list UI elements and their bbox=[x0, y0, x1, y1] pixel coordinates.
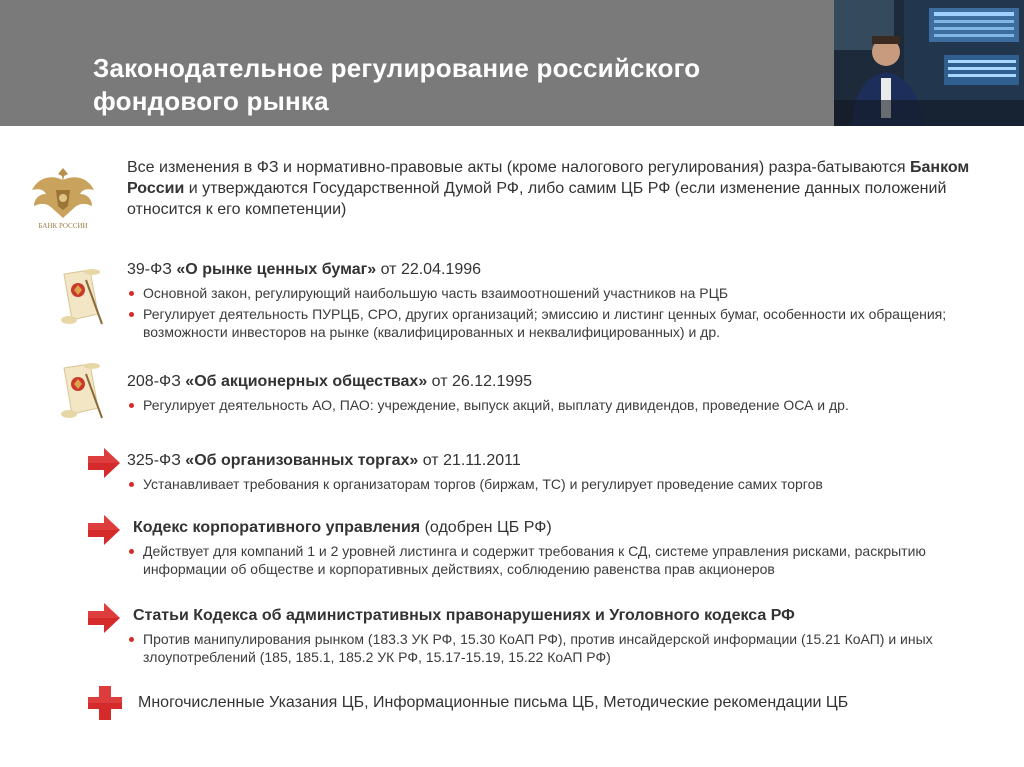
bullet-item: Против манипулирования рынком (183.3 УК РФ, 15.30 КоАП РФ), против инсайдерской информации (15.21 КоАП) и иных злоупотреблений (185, 185.1, 185.2 УК РФ, 15.17-15.19, 15.22 КоАП РФ) bbox=[127, 630, 993, 666]
intro-text: Все изменения в ФЗ и нормативно-правовые акты (кроме налогового регулирования) разра-батываются Банком России и утверждаются Государственной Думой РФ, либо самим ЦБ РФ (если изменение данных положений относится к его компетенции) bbox=[127, 159, 970, 218]
additional-regulations: Многочисленные Указания ЦБ, Информационные письма ЦБ, Методические рекомендации ЦБ bbox=[138, 694, 849, 711]
red-cross-icon bbox=[86, 684, 124, 722]
law-heading: Статьи Кодекса об административных правонарушениях и Уголовного кодекса РФ bbox=[133, 607, 795, 624]
bank-of-russia-eagle-icon bbox=[28, 160, 98, 232]
administrative-criminal-code bbox=[133, 606, 993, 669]
red-arrow-icon bbox=[86, 601, 122, 635]
corporate-governance-code bbox=[133, 518, 993, 581]
red-arrow-icon bbox=[86, 446, 122, 480]
law-bullets bbox=[127, 396, 987, 414]
red-arrow-icon bbox=[86, 513, 122, 547]
law-bullets bbox=[127, 475, 987, 493]
bullet-item: Действует для компаний 1 и 2 уровней листинга и содержит требования к СД, системе управления рисками, раскрытию информации об обществе и корпоративных действиях, соблюдению равенства прав акционеров bbox=[127, 542, 993, 578]
law-bullets bbox=[127, 284, 987, 341]
document-scroll-icon bbox=[58, 268, 104, 326]
law-39fz bbox=[127, 260, 987, 344]
trader-photo bbox=[834, 0, 1024, 126]
law-bullets bbox=[127, 542, 993, 578]
bullet-item: Регулирует деятельность АО, ПАО: учреждение, выпуск акций, выплату дивидендов, проведение ОСА и др. bbox=[127, 396, 987, 414]
document-scroll-icon bbox=[58, 362, 104, 420]
law-heading: 208-ФЗ «Об акционерных обществах» от 26.12.1995 bbox=[127, 373, 533, 390]
bullet-item: Регулирует деятельность ПУРЦБ, СРО, других организаций; эмиссию и листинг ценных бумаг, особенности их обращения; возможности инвесторов на рынке (квалифицированных и неквалифицированных) и др. bbox=[127, 305, 987, 341]
svg-text:БАНК РОССИИ: БАНК РОССИИ bbox=[38, 222, 88, 230]
law-325fz bbox=[127, 451, 987, 496]
law-208fz bbox=[127, 372, 987, 417]
law-bullets bbox=[127, 630, 993, 666]
header-bar bbox=[0, 0, 1024, 126]
law-heading: Кодекс корпоративного управления (одобрен ЦБ РФ) bbox=[133, 519, 552, 536]
bullet-item: Устанавливает требования к организаторам торгов (биржам, ТС) и регулирует проведение самих торгов bbox=[127, 475, 987, 493]
law-heading: 325-ФЗ «Об организованных торгах» от 21.11.2011 bbox=[127, 452, 521, 469]
bullet-item: Основной закон, регулирующий наибольшую часть взаимоотношений участников на РЦБ bbox=[127, 284, 987, 302]
law-heading: 39-ФЗ «О рынке ценных бумаг» от 22.04.1996 bbox=[127, 261, 482, 278]
page-title: Законодательное регулирование российского фондового рынка bbox=[93, 53, 701, 116]
